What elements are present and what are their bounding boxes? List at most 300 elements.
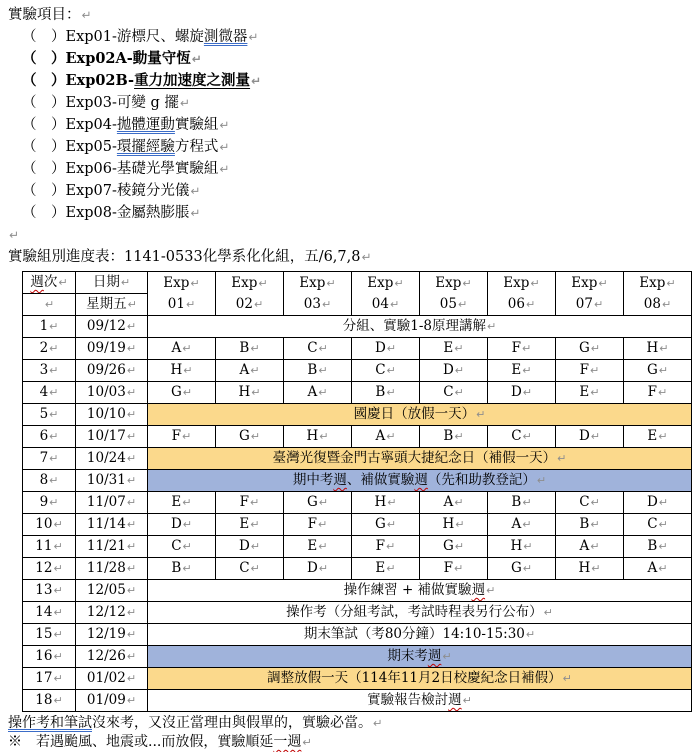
text-segment: （ ）Exp06-基礎光學實驗組 — [22, 161, 219, 177]
pilcrow-mark: ↵ — [126, 386, 137, 399]
header-exp-col — [420, 272, 488, 316]
pilcrow-mark: ↵ — [251, 386, 261, 399]
week-number: 17 — [35, 670, 53, 686]
pilcrow-mark: ↵ — [126, 540, 137, 553]
table-row — [23, 580, 692, 602]
pilcrow-mark: ↵ — [250, 562, 260, 575]
date-cell — [76, 426, 148, 448]
group-letter: H — [442, 516, 455, 532]
group-letter: C — [307, 340, 318, 356]
group-cell — [420, 558, 488, 580]
note-cell — [148, 404, 692, 426]
pilcrow-mark: ↵ — [182, 342, 192, 355]
experiment-item — [8, 180, 696, 202]
group-letter: C — [443, 384, 454, 400]
pilcrow-mark: ↵ — [219, 162, 230, 176]
week-number: 16 — [35, 648, 53, 664]
group-letter: G — [306, 494, 318, 510]
date-cell — [76, 382, 148, 404]
pilcrow-mark: ↵ — [530, 276, 540, 290]
pilcrow-mark: ↵ — [386, 386, 396, 399]
pilcrow-mark: ↵ — [598, 276, 608, 290]
group-cell — [488, 360, 556, 382]
pilcrow-mark: ↵ — [250, 430, 261, 443]
pilcrow-mark: ↵ — [373, 716, 383, 730]
week-number: 7 — [39, 450, 49, 466]
group-letter: A — [443, 494, 454, 510]
group-letter: A — [375, 428, 386, 444]
pilcrow-mark: ↵ — [386, 364, 396, 377]
text-segment: （ ）Exp04- — [22, 117, 117, 133]
group-cell — [420, 338, 488, 360]
weekday-label: 星期五 — [86, 296, 127, 312]
date-cell — [76, 646, 148, 668]
group-letter: B — [307, 362, 318, 378]
group-letter: H — [170, 362, 183, 378]
note-cell — [148, 470, 692, 492]
group-cell — [216, 360, 284, 382]
pilcrow-mark: ↵ — [126, 628, 137, 641]
group-cell — [624, 492, 692, 514]
pilcrow-mark: ↵ — [386, 562, 396, 575]
pilcrow-mark: ↵ — [126, 518, 137, 531]
header-exp-col — [556, 272, 624, 316]
group-letter: G — [510, 560, 522, 576]
pilcrow-mark: ↵ — [394, 276, 404, 290]
week-cell — [23, 470, 76, 492]
pilcrow-mark: ↵ — [318, 386, 328, 399]
pilcrow-mark: ↵ — [590, 364, 600, 377]
pilcrow-mark: ↵ — [126, 694, 137, 707]
date-cell — [76, 690, 148, 712]
blank-paragraph — [8, 224, 696, 246]
group-letter: E — [375, 560, 386, 576]
week-cell — [23, 602, 76, 624]
group-letter: H — [306, 428, 319, 444]
date-value: 01/02 — [86, 670, 126, 686]
group-cell — [420, 382, 488, 404]
pilcrow-mark: ↵ — [44, 298, 55, 311]
group-cell — [624, 382, 692, 404]
group-letter: H — [578, 560, 591, 576]
date-value: 12/19 — [86, 626, 126, 642]
header-date — [76, 272, 148, 294]
pilcrow-mark: ↵ — [49, 364, 59, 377]
group-letter: D — [442, 362, 454, 378]
week-number: 5 — [39, 406, 49, 422]
group-cell — [148, 536, 216, 558]
week-cell — [23, 404, 76, 426]
pilcrow-mark: ↵ — [250, 518, 260, 531]
text-segment: （ ）Exp02A-動量守恆 — [22, 50, 191, 67]
group-cell — [352, 514, 420, 536]
text-segment: （ ）Exp07-稜鏡分光儀 — [22, 183, 190, 199]
group-letter: D — [170, 516, 182, 532]
pilcrow-mark: ↵ — [9, 228, 19, 242]
experiment-item — [8, 114, 696, 136]
schedule-table — [22, 271, 692, 712]
pilcrow-mark: ↵ — [522, 342, 532, 355]
pilcrow-mark: ↵ — [590, 518, 600, 531]
text-segment: （ ）Exp08-金屬熱膨脹 — [22, 205, 190, 221]
group-cell — [420, 536, 488, 558]
group-letter: C — [375, 362, 386, 378]
pilcrow-mark: ↵ — [522, 386, 533, 399]
group-letter: E — [443, 340, 454, 356]
table-row — [23, 558, 692, 580]
group-letter: G — [238, 428, 250, 444]
group-letter: F — [171, 428, 182, 444]
pilcrow-mark: ↵ — [126, 672, 137, 685]
group-cell — [284, 514, 352, 536]
text-segment: 一週 — [273, 734, 302, 750]
pilcrow-mark: ↵ — [590, 496, 600, 509]
pilcrow-mark: ↵ — [191, 52, 202, 66]
group-letter: G — [646, 362, 658, 378]
pilcrow-mark: ↵ — [53, 518, 63, 531]
date-cell — [76, 492, 148, 514]
week-cell — [23, 514, 76, 536]
text-segment: 測微器 — [203, 29, 248, 45]
week-cell — [23, 580, 76, 602]
pilcrow-mark: ↵ — [523, 540, 533, 553]
group-cell — [556, 382, 624, 404]
header-exp-col — [352, 272, 420, 316]
week-cell — [23, 382, 76, 404]
pilcrow-mark: ↵ — [49, 430, 59, 443]
pilcrow-mark: ↵ — [361, 250, 372, 264]
schedule-title-line — [8, 246, 696, 268]
pilcrow-mark: ↵ — [386, 540, 396, 553]
group-cell — [284, 360, 352, 382]
group-cell — [624, 360, 692, 382]
pilcrow-mark: ↵ — [126, 496, 137, 509]
group-letter: E — [511, 362, 522, 378]
week-number: 15 — [35, 626, 53, 642]
text-segment: 週 — [448, 692, 462, 708]
schedule-table-body — [23, 272, 692, 712]
pilcrow-mark: ↵ — [455, 518, 465, 531]
text-segment: 次 — [43, 274, 58, 290]
group-letter: F — [239, 494, 250, 510]
group-cell — [284, 338, 352, 360]
group-cell — [556, 514, 624, 536]
group-letter: D — [510, 384, 522, 400]
group-letter: C — [579, 494, 590, 510]
pilcrow-mark: ↵ — [476, 408, 486, 421]
pilcrow-mark: ↵ — [562, 672, 572, 685]
text-segment: （ ）Exp05- — [22, 139, 117, 155]
pilcrow-mark: ↵ — [183, 364, 193, 377]
pilcrow-mark: ↵ — [557, 452, 567, 465]
pilcrow-mark: ↵ — [81, 8, 92, 22]
header-exp-col — [284, 272, 352, 316]
pilcrow-mark: ↵ — [53, 540, 63, 553]
date-cell — [76, 624, 148, 646]
pilcrow-mark: ↵ — [53, 628, 63, 641]
exp-label: Exp — [163, 274, 190, 291]
pilcrow-mark: ↵ — [250, 496, 260, 509]
exp-number: 07 — [575, 295, 593, 312]
group-cell — [216, 338, 284, 360]
pilcrow-mark: ↵ — [590, 430, 601, 443]
pilcrow-mark: ↵ — [250, 342, 260, 355]
group-cell — [284, 426, 352, 448]
group-cell — [216, 536, 284, 558]
week-number: 10 — [35, 516, 53, 532]
group-cell — [352, 426, 420, 448]
pilcrow-mark: ↵ — [522, 364, 532, 377]
group-letter: F — [579, 362, 590, 378]
date-value: 11/14 — [86, 516, 126, 532]
pilcrow-mark: ↵ — [126, 452, 137, 465]
pilcrow-mark: ↵ — [536, 474, 547, 487]
week-number: 8 — [39, 472, 49, 488]
group-cell — [420, 514, 488, 536]
text-segment: 週 — [414, 472, 428, 488]
exp-label: Exp — [299, 274, 326, 291]
pilcrow-mark: ↵ — [126, 408, 137, 421]
header-date-label: 日期 — [92, 274, 120, 290]
header-exp-col — [148, 272, 216, 316]
section-title: 實驗項目： — [8, 7, 81, 23]
pilcrow-mark: ↵ — [302, 735, 312, 749]
pilcrow-mark: ↵ — [120, 276, 131, 289]
week-cell — [23, 448, 76, 470]
text-segment: ※ 若遇颱風、地震或...而放假，實驗順延 — [8, 734, 274, 750]
text-segment: （ ）Exp03-可變 g 擺 — [22, 95, 179, 111]
pilcrow-mark: ↵ — [49, 342, 59, 355]
pilcrow-mark: ↵ — [253, 297, 264, 311]
week-number: 14 — [35, 604, 53, 620]
exp-number: 06 — [507, 295, 525, 312]
pilcrow-mark: ↵ — [185, 297, 196, 311]
group-cell — [284, 536, 352, 558]
text-segment: 拋體運動 — [116, 117, 175, 133]
date-value: 10/24 — [86, 450, 126, 466]
week-number: 4 — [39, 384, 49, 400]
date-cell — [76, 580, 148, 602]
pilcrow-mark: ↵ — [182, 562, 192, 575]
pilcrow-mark: ↵ — [525, 628, 536, 641]
group-cell — [556, 492, 624, 514]
date-cell — [76, 514, 148, 536]
table-row — [23, 690, 692, 712]
group-letter: H — [646, 340, 659, 356]
pilcrow-mark: ↵ — [250, 540, 261, 553]
experiment-item — [8, 136, 696, 158]
table-row — [23, 382, 692, 404]
text-segment: 實驗報告檢討 — [367, 692, 449, 708]
text-segment: 分組、實驗1-8原理講解 — [342, 318, 486, 334]
pilcrow-mark: ↵ — [182, 386, 193, 399]
date-cell — [76, 602, 148, 624]
pilcrow-mark: ↵ — [182, 540, 192, 553]
pilcrow-mark: ↵ — [182, 518, 193, 531]
text-segment: 調整放假一天（114年11月2日校慶紀念日補假） — [267, 670, 562, 686]
date-value: 12/12 — [86, 604, 126, 620]
group-cell — [488, 558, 556, 580]
group-cell — [624, 514, 692, 536]
group-letter: A — [307, 384, 318, 400]
pilcrow-mark: ↵ — [522, 430, 532, 443]
group-letter: C — [239, 560, 250, 576]
pilcrow-mark: ↵ — [454, 364, 465, 377]
group-letter: H — [374, 494, 387, 510]
pilcrow-mark: ↵ — [318, 364, 328, 377]
pilcrow-mark: ↵ — [126, 342, 137, 355]
group-cell — [352, 536, 420, 558]
text-segment: （ ）Exp02B- — [22, 72, 135, 89]
text-segment: 期中考 — [292, 472, 334, 488]
group-letter: D — [238, 538, 250, 554]
pilcrow-mark: ↵ — [591, 562, 601, 575]
group-cell — [216, 514, 284, 536]
pilcrow-mark: ↵ — [658, 496, 669, 509]
table-row — [23, 536, 692, 558]
pilcrow-mark: ↵ — [543, 606, 553, 619]
week-number: 13 — [35, 582, 53, 598]
exp-label: Exp — [367, 274, 394, 291]
group-cell — [216, 558, 284, 580]
pilcrow-mark: ↵ — [522, 496, 532, 509]
experiment-list — [8, 26, 696, 224]
group-letter: A — [239, 362, 250, 378]
group-letter: B — [171, 560, 182, 576]
table-row — [23, 668, 692, 690]
exp-number: 05 — [439, 295, 457, 312]
exp-number: 03 — [303, 295, 321, 312]
pilcrow-mark: ↵ — [457, 297, 468, 311]
pilcrow-mark: ↵ — [53, 650, 63, 663]
table-row — [23, 404, 692, 426]
group-letter: B — [647, 538, 658, 554]
pilcrow-mark: ↵ — [462, 276, 472, 290]
pilcrow-mark: ↵ — [593, 297, 604, 311]
date-value: 10/03 — [86, 384, 126, 400]
header-weekday — [76, 294, 148, 316]
date-value: 09/12 — [86, 318, 126, 334]
week-cell — [23, 690, 76, 712]
pilcrow-mark: ↵ — [590, 342, 601, 355]
group-cell — [556, 536, 624, 558]
text-segment: 週 — [471, 582, 486, 598]
week-cell — [23, 360, 76, 382]
pilcrow-mark: ↵ — [454, 496, 464, 509]
note-cell — [148, 316, 692, 338]
note-cell — [148, 668, 692, 690]
group-cell — [148, 382, 216, 404]
text-segment: 實驗組 — [174, 117, 219, 133]
header-exp-col — [624, 272, 692, 316]
exp-label: Exp — [231, 274, 258, 291]
header-exp-col — [216, 272, 284, 316]
week-cell — [23, 492, 76, 514]
group-letter: E — [171, 494, 182, 510]
exp-number: 08 — [643, 295, 661, 312]
pilcrow-mark: ↵ — [658, 540, 668, 553]
group-letter: B — [375, 384, 386, 400]
week-number: 12 — [35, 560, 53, 576]
pilcrow-mark: ↵ — [190, 184, 201, 198]
group-cell — [420, 492, 488, 514]
footnotes — [8, 714, 696, 752]
pilcrow-mark: ↵ — [326, 276, 336, 290]
experiment-item — [8, 202, 696, 224]
text-segment: 國慶日（放假一天） — [353, 406, 476, 422]
table-row — [23, 624, 692, 646]
group-cell — [148, 514, 216, 536]
experiment-item — [8, 48, 696, 70]
group-cell — [488, 536, 556, 558]
group-letter: B — [579, 516, 590, 532]
date-value: 01/09 — [86, 692, 126, 708]
group-cell — [216, 426, 284, 448]
group-cell — [216, 492, 284, 514]
week-number: 6 — [39, 428, 49, 444]
group-letter: F — [647, 384, 658, 400]
exp-label: Exp — [639, 274, 666, 291]
group-cell — [148, 338, 216, 360]
note-cell — [148, 602, 692, 624]
pilcrow-mark: ↵ — [182, 496, 192, 509]
group-letter: A — [579, 538, 590, 554]
date-value: 10/10 — [86, 406, 126, 422]
date-value: 11/21 — [86, 538, 126, 554]
exp-number: 04 — [371, 295, 389, 312]
pilcrow-mark: ↵ — [666, 276, 676, 290]
group-letter: G — [170, 384, 182, 400]
pilcrow-mark: ↵ — [658, 562, 668, 575]
date-value: 09/19 — [86, 340, 126, 356]
group-letter: E — [579, 384, 590, 400]
pilcrow-mark: ↵ — [49, 452, 59, 465]
text-segment: 臺灣光復暨金門古寧頭大捷紀念日（補假一天） — [272, 450, 557, 466]
group-letter: A — [511, 516, 522, 532]
pilcrow-mark: ↵ — [386, 518, 397, 531]
group-letter: B — [511, 494, 522, 510]
experiment-item — [8, 158, 696, 180]
week-cell — [23, 426, 76, 448]
pilcrow-mark: ↵ — [321, 297, 332, 311]
table-row — [23, 514, 692, 536]
pilcrow-mark: ↵ — [127, 298, 137, 311]
pilcrow-mark: ↵ — [49, 496, 59, 509]
group-cell — [624, 536, 692, 558]
pilcrow-mark: ↵ — [442, 650, 452, 663]
group-cell — [556, 338, 624, 360]
note-cell — [148, 580, 692, 602]
date-cell — [76, 316, 148, 338]
pilcrow-mark: ↵ — [658, 430, 668, 443]
pilcrow-mark: ↵ — [318, 518, 328, 531]
group-cell — [556, 360, 624, 382]
group-cell — [420, 360, 488, 382]
pilcrow-mark: ↵ — [590, 386, 600, 399]
table-row — [23, 602, 692, 624]
date-cell — [76, 558, 148, 580]
pilcrow-mark: ↵ — [251, 74, 262, 88]
group-letter: C — [647, 516, 658, 532]
group-letter: B — [443, 428, 454, 444]
group-cell — [284, 382, 352, 404]
group-letter: D — [374, 340, 386, 356]
pilcrow-mark: ↵ — [250, 364, 260, 377]
pilcrow-mark: ↵ — [58, 276, 68, 289]
pilcrow-mark: ↵ — [49, 386, 59, 399]
group-letter: F — [307, 516, 318, 532]
note-cell — [148, 448, 692, 470]
